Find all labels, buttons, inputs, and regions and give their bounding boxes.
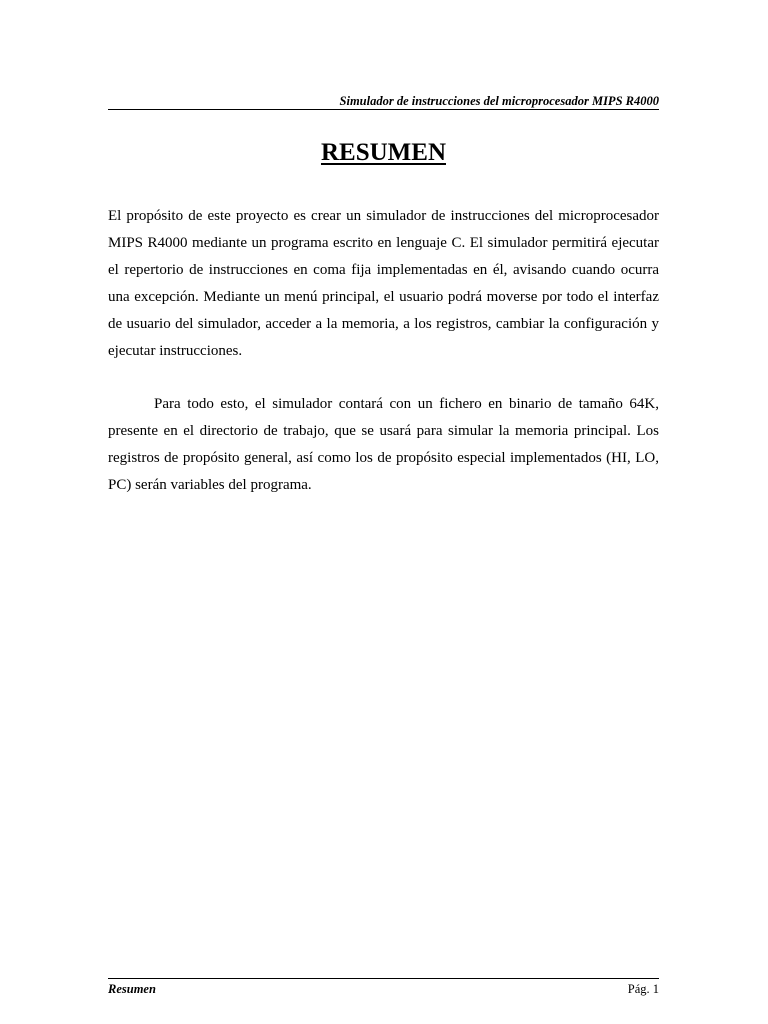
- page-number: Pág. 1: [627, 982, 659, 996]
- page-header: [108, 92, 659, 110]
- page-title: RESUMEN: [320, 139, 446, 166]
- paragraph-1: El propósito de este proyecto es crear un simulador de instrucciones del microprocesador MIPS R4000 mediante un programa escrito en lenguaje C. El simulador permitirá ejecutar el repertorio de instrucciones en coma fija implementadas en él, avisando cuando ocurra una excepción. Mediante un menú principal, el usuario podrá moverse por todo el interfaz de usuario del simulador, acceder a la memoria, a los registros, cambiar la configuración y ejecutar instrucciones.: [108, 208, 659, 359]
- paragraph-2: Para todo esto, el simulador contará con un fichero en binario de tamaño 64K, presente en el directorio de trabajo, que se usará para simular la memoria principal. Los registros de propósito general, así como los de propósito especial implementados (HI, LO, PC) serán variables del programa.: [108, 396, 659, 493]
- page-footer: [108, 978, 659, 997]
- header-title: Simulador de instrucciones del microprocesador MIPS R4000: [339, 94, 659, 108]
- footer-section-label: Resumen: [108, 982, 156, 996]
